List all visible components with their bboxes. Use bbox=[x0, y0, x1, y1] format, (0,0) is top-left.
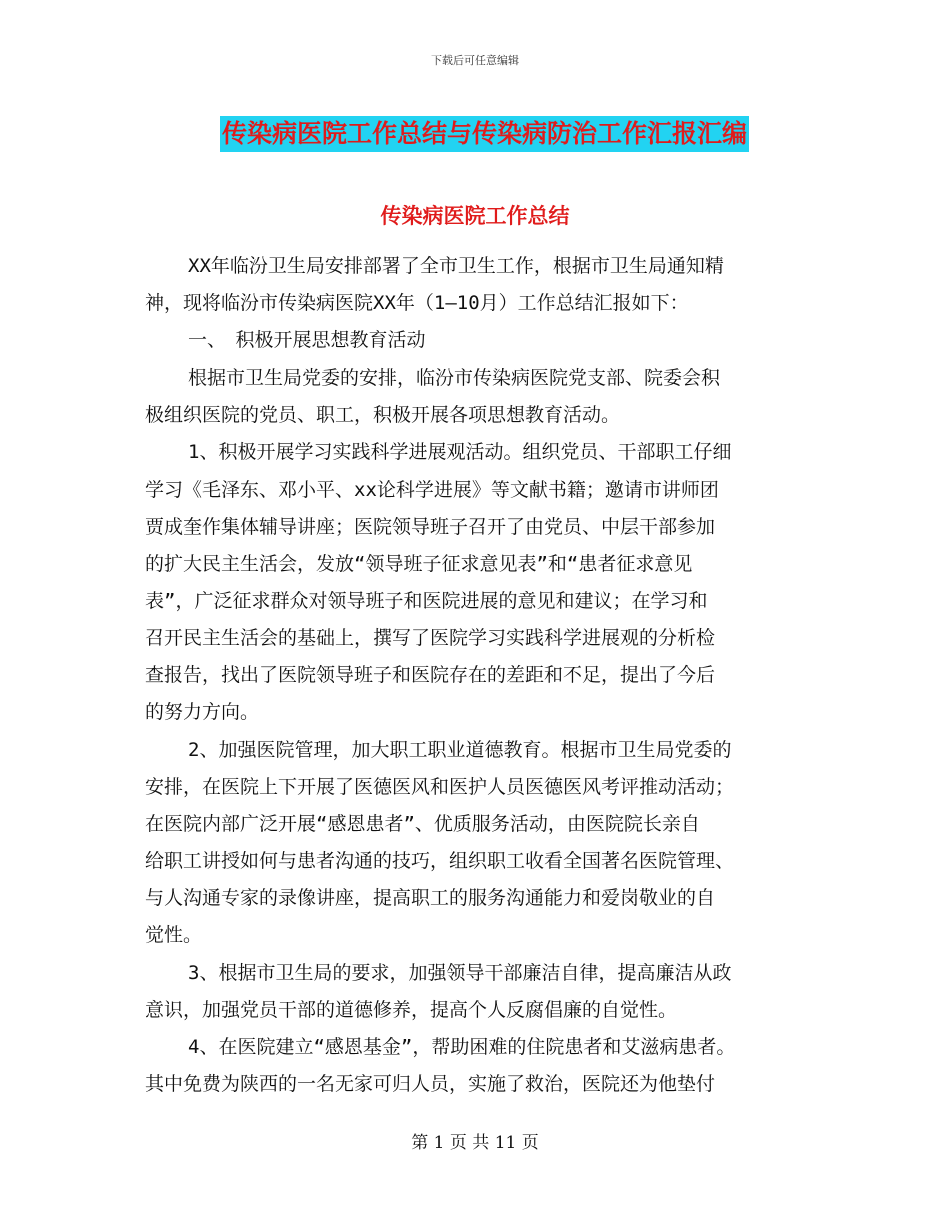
paragraph-line: 召开民主生活会的基础上，撰写了医院学习实践科学进展观的分析检 bbox=[145, 627, 716, 649]
paragraph-line: 学习《毛泽东、邓小平、xx论科学进展》等文献书籍；邀请市讲师团 bbox=[145, 479, 719, 501]
paragraph-line: XX年临汾卫生局安排部署了全市卫生工作，根据市卫生局通知精 bbox=[188, 255, 724, 277]
paragraph-line: 意识，加强党员干部的道德修养，提高个人反腐倡廉的自觉性。 bbox=[145, 999, 678, 1021]
paragraph-line: 与人沟通专家的录像讲座，提高职工的服务沟通能力和爱岗敬业的自 bbox=[145, 887, 716, 909]
paragraph-line: 4、在医院建立“感恩基金”，帮助困难的住院患者和艾滋病患者。 bbox=[188, 1036, 736, 1058]
paragraph-line: 在医院内部广泛开展“感恩患者”、优质服务活动，由医院院长亲自 bbox=[145, 813, 700, 835]
paragraph-line: 极组织医院的党员、职工，积极开展各项思想教育活动。 bbox=[145, 404, 621, 426]
section-title: 传染病医院工作总结 bbox=[380, 203, 570, 228]
paragraph-line: 其中免费为陕西的一名无家可归人员，实施了救治，医院还为他垫付 bbox=[145, 1073, 716, 1095]
paragraph-line: 贾成奎作集体辅导讲座；医院领导班子召开了由党员、中层干部参加 bbox=[145, 516, 716, 538]
paragraph-line: 神，现将临汾市传染病医院XX年（1—10月）工作总结汇报如下： bbox=[145, 292, 689, 314]
paragraph-line: 查报告，找出了医院领导班子和医院存在的差距和不足，提出了今后 bbox=[145, 664, 716, 686]
paragraph-line: 3、根据市卫生局的要求，加强领导干部廉洁自律，提高廉洁从政 bbox=[188, 962, 732, 984]
paragraph-line: 安排，在医院上下开展了医德医风和医护人员医德医风考评推动活动； bbox=[145, 776, 735, 798]
section-heading-line: 一、 积极开展思想教育活动 bbox=[188, 329, 426, 351]
paragraph-line: 的扩大民主生活会，发放“领导班子征求意见表”和“患者征求意见 bbox=[145, 553, 693, 575]
paragraph-line: 2、加强医院管理，加大职工职业道德教育。根据市卫生局党委的 bbox=[188, 739, 732, 761]
page-header-note: 下载后可任意编辑 bbox=[431, 54, 519, 67]
page-number-footer: 第 1 页 共 11 页 bbox=[411, 1133, 539, 1153]
paragraph-line: 觉性。 bbox=[145, 924, 203, 946]
paragraph-line: 表”，广泛征求群众对领导班子和医院进展的意见和建议；在学习和 bbox=[145, 590, 708, 612]
paragraph-line: 的努力方向。 bbox=[145, 701, 260, 723]
paragraph-line: 根据市卫生局党委的安排，临汾市传染病医院党支部、院委会积 bbox=[188, 367, 721, 389]
paragraph-line: 给职工讲授如何与患者沟通的技巧，组织职工收看全国著名医院管理、 bbox=[145, 850, 735, 872]
paragraph-line: 1、积极开展学习实践科学进展观活动。组织党员、干部职工仔细 bbox=[188, 441, 732, 463]
document-main-title: 传染病医院工作总结与传染病防治工作汇报汇编 bbox=[220, 116, 749, 152]
